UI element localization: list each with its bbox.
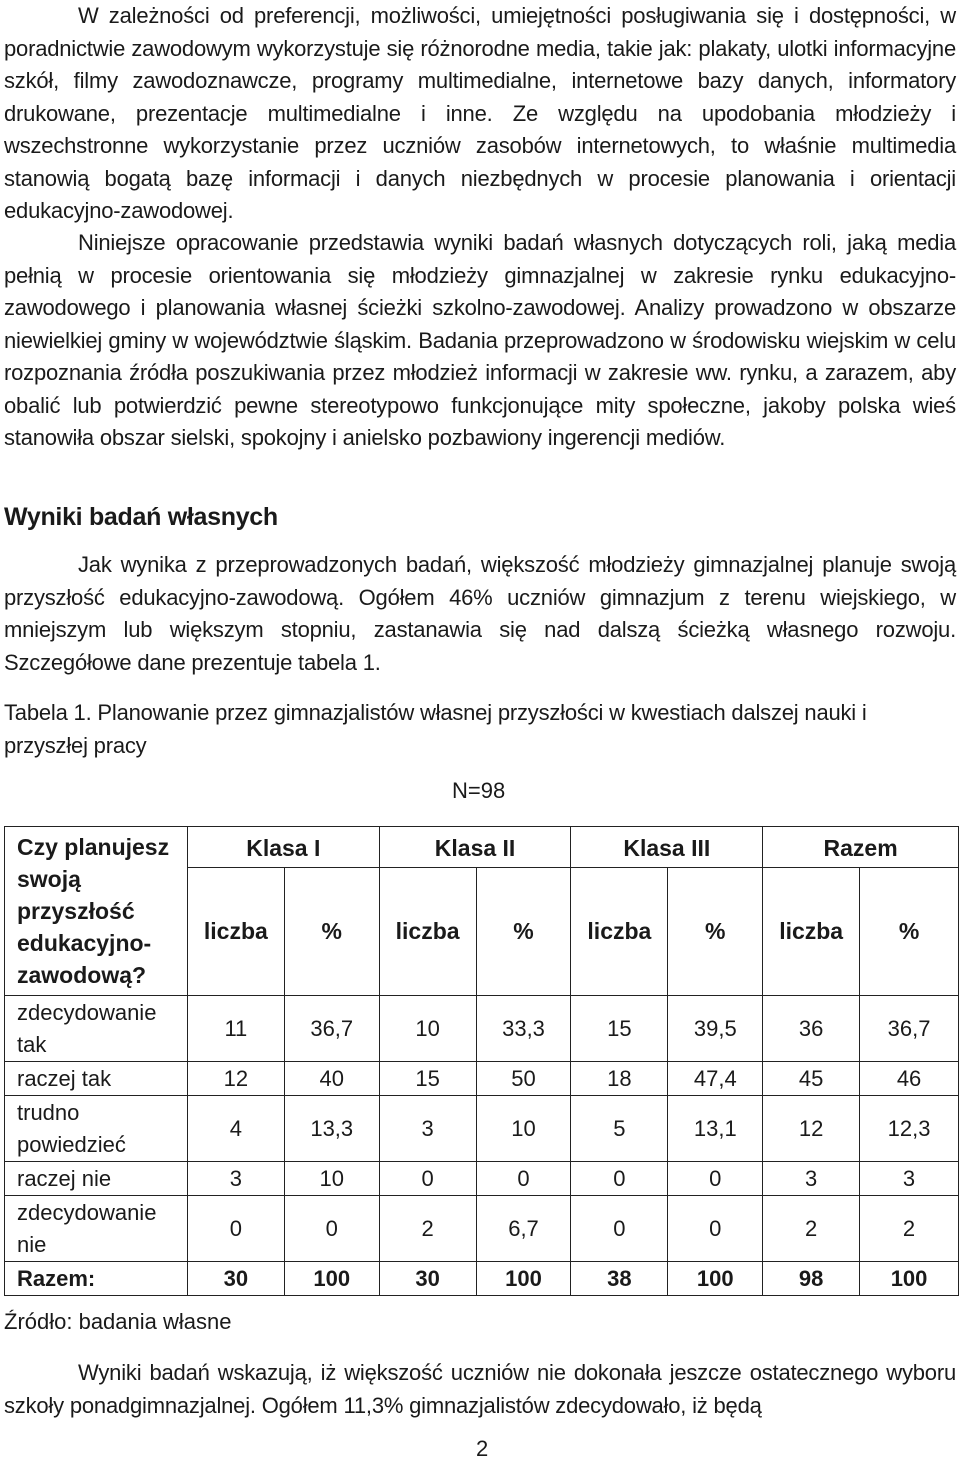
table-cell: 3 — [187, 1162, 284, 1196]
table-cell: 45 — [763, 1062, 860, 1096]
group-header: Klasa I — [187, 827, 379, 868]
table-cell: 12 — [763, 1096, 860, 1162]
subheader-cell: % — [860, 868, 959, 996]
table-row — [5, 1196, 959, 1262]
table-cell: 0 — [476, 1162, 571, 1196]
table-cell: 11 — [187, 996, 284, 1062]
paragraph-media-overview: W zależności od preferencji, możliwości, umiejętności posługiwania się i dostępności, w poradnictwie zawodowym wykorzystuje się różnorodne media, takie jak: plakaty, ulotki informacyjne szkół, filmy zawodoznawcze, programy multimedialne, internetowe bazy danych, informatory drukowane, prezentacje multimedialne i inne. Ze względu na upodobania młodzieży i wszechstronne wykorzystanie przez uczniów zasobów internetowych, to właśnie multimedia stanowią bogatą bazę informacji i danych niezbędnych w procesie planowania i orientacji edukacyjno-zawodowej. — [4, 3, 956, 223]
table-cell: 0 — [571, 1162, 668, 1196]
table-cell: 100 — [284, 1262, 379, 1296]
table-cell: 0 — [284, 1196, 379, 1262]
table-cell: 30 — [379, 1262, 476, 1296]
group-header: Klasa III — [571, 827, 763, 868]
subheader-cell: liczba — [379, 868, 476, 996]
table-cell: 2 — [860, 1196, 959, 1262]
table-cell: 100 — [668, 1262, 763, 1296]
table-cell: 10 — [476, 1096, 571, 1162]
table-corner-header: Czy planujesz swoją przyszłość edukacyjno-zawodową? — [5, 827, 188, 996]
table-cell: 3 — [379, 1096, 476, 1162]
table-total-row — [5, 1262, 959, 1296]
table-cell: 3 — [860, 1162, 959, 1196]
section-heading: Wyniki badań własnych — [4, 503, 278, 531]
subheader-cell: % — [476, 868, 571, 996]
table-cell: 36,7 — [284, 996, 379, 1062]
subheader-cell: liczba — [763, 868, 860, 996]
table-cell: 12 — [187, 1062, 284, 1096]
table-cell: 0 — [187, 1196, 284, 1262]
table-row — [5, 996, 959, 1062]
paragraph-results-conclusion: Wyniki badań wskazują, iż większość uczniów nie dokonała jeszcze ostatecznego wyboru szkoły ponadgimnazjalnej. Ogółem 11,3% gimnazjalistów zdecydowało, iż będą — [4, 1360, 956, 1418]
table-cell: 50 — [476, 1062, 571, 1096]
table-cell: 15 — [571, 996, 668, 1062]
subheader-cell: liczba — [187, 868, 284, 996]
paragraph-results-intro: Jak wynika z przeprowadzonych badań, większość młodzieży gimnazjalnej planuje swoją przyszłość edukacyjno-zawodową. Ogółem 46% uczniów gimnazjum z terenu wiejskiego, w mniejszym lub większym stopniu, zastanawia się nad dalszą ścieżką własnego rozwoju. Szczegółowe dane prezentuje tabela 1. — [4, 552, 956, 675]
table-cell: 18 — [571, 1062, 668, 1096]
table-cell: 38 — [571, 1262, 668, 1296]
subheader-cell: liczba — [571, 868, 668, 996]
table-cell: 46 — [860, 1062, 959, 1096]
table-cell: 98 — [763, 1262, 860, 1296]
table-cell: 13,1 — [668, 1096, 763, 1162]
group-header: Razem — [763, 827, 959, 868]
planning-table — [4, 826, 959, 1296]
subheader-cell: % — [668, 868, 763, 996]
table-cell: 0 — [379, 1162, 476, 1196]
table-cell: 5 — [571, 1096, 668, 1162]
table-cell: 4 — [187, 1096, 284, 1162]
table-cell: 100 — [476, 1262, 571, 1296]
row-label: zdecydowanie tak — [5, 996, 188, 1062]
table-row — [5, 1162, 959, 1196]
table-source: Źródło: badania własne — [4, 1309, 232, 1334]
table-cell: 13,3 — [284, 1096, 379, 1162]
table-cell: 2 — [763, 1196, 860, 1262]
subheader-cell: % — [284, 868, 379, 996]
row-label: trudno powiedzieć — [5, 1096, 188, 1162]
table-row — [5, 1062, 959, 1096]
row-label: Razem: — [5, 1262, 188, 1296]
table-cell: 36,7 — [860, 996, 959, 1062]
group-header: Klasa II — [379, 827, 571, 868]
table-cell: 12,3 — [860, 1096, 959, 1162]
table-header-row — [5, 827, 959, 868]
table-cell: 30 — [187, 1262, 284, 1296]
table-cell: 100 — [860, 1262, 959, 1296]
table-cell: 36 — [763, 996, 860, 1062]
table-cell: 6,7 — [476, 1196, 571, 1262]
row-label: raczej tak — [5, 1062, 188, 1096]
table-cell: 0 — [571, 1196, 668, 1262]
paragraph-study-description: Niniejsze opracowanie przedstawia wyniki badań własnych dotyczących roli, jaką media pełnią w procesie orientowania się młodzieży gimnazjalnej w zakresie rynku edukacyjno-zawodowego i planowania własnej ścieżki szkolno-zawodowej. Analizy prowadzono w obszarze niewielkiej gminy w województwie śląskim. Badania przeprowadzono w środowisku wiejskim w celu rozpoznania źródła poszukiwania przez młodzież informacji w zakresie ww. rynku, a zarazem, aby obalić lub potwierdzić pewne stereotypowo funkcjonujące mity społeczne, jakoby polska wieś stanowiła obszar sielski, spokojny i anielsko pozbawiony ingerencji mediów. — [4, 230, 956, 450]
table-cell: 33,3 — [476, 996, 571, 1062]
table-cell: 15 — [379, 1062, 476, 1096]
table-cell: 3 — [763, 1162, 860, 1196]
table-cell: 10 — [379, 996, 476, 1062]
table-cell: 47,4 — [668, 1062, 763, 1096]
table-cell: 40 — [284, 1062, 379, 1096]
row-label: raczej nie — [5, 1162, 188, 1196]
table-row — [5, 1096, 959, 1162]
table-cell: 10 — [284, 1162, 379, 1196]
table-cell: 2 — [379, 1196, 476, 1262]
table-caption: Tabela 1. Planowanie przez gimnazjalistów własnej przyszłości w kwestiach dalszej nauki i przyszłej pracy — [4, 700, 867, 758]
row-label: zdecydowanie nie — [5, 1196, 188, 1262]
table-cell: 39,5 — [668, 996, 763, 1062]
table-cell: 0 — [668, 1196, 763, 1262]
sample-size-label: N=98 — [452, 778, 506, 803]
page-number: 2 — [476, 1436, 489, 1461]
table-cell: 0 — [668, 1162, 763, 1196]
